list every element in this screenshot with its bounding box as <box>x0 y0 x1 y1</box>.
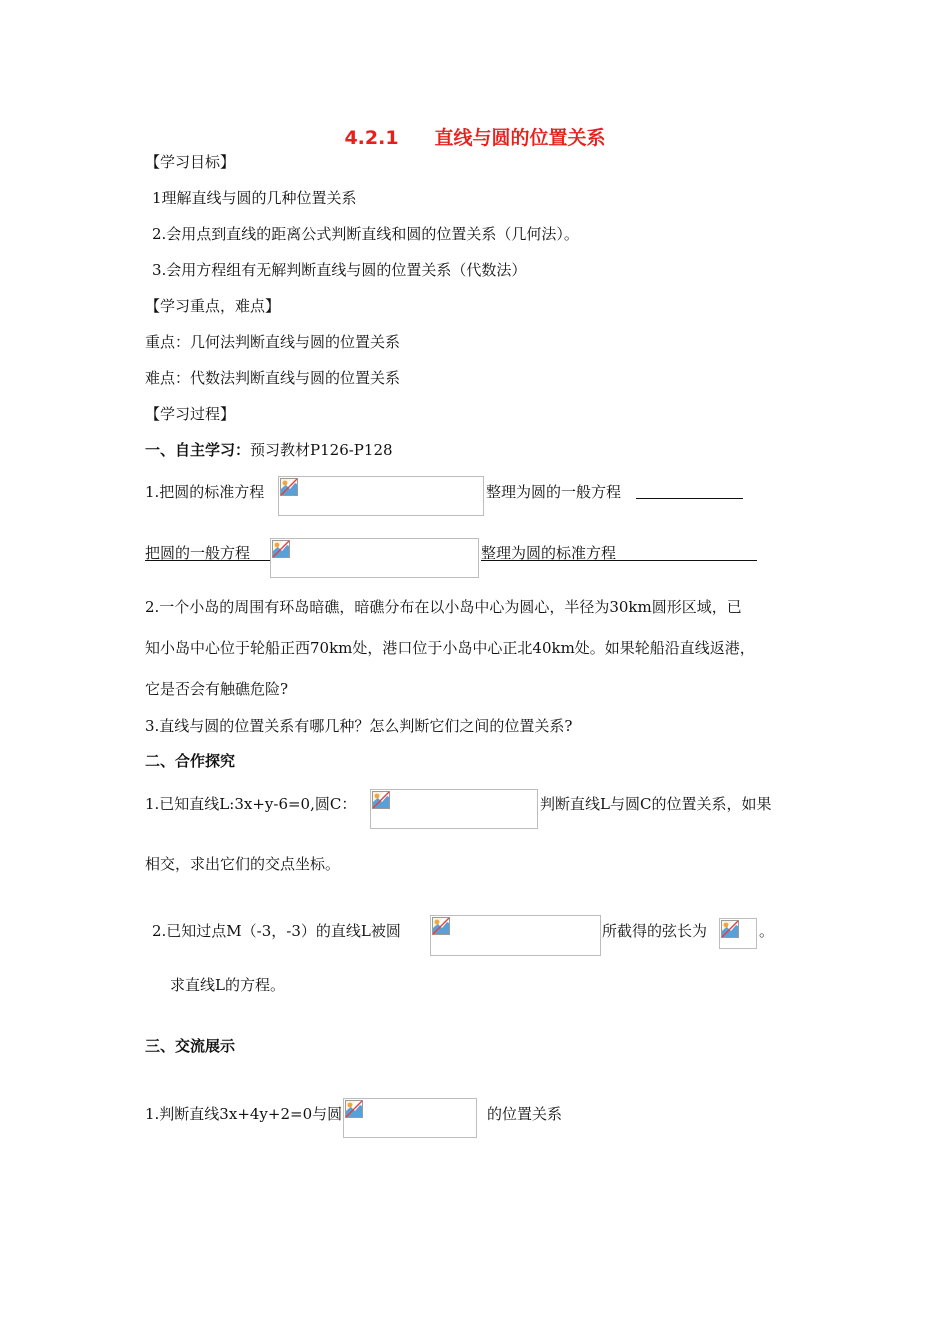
s2-q1-continued: 相交，求出它们的交点坐标。 <box>145 855 341 873</box>
broken-image-icon <box>345 1100 363 1118</box>
answer-blank-2 <box>481 560 757 561</box>
objective-item-2: 2.会用点到直线的距离公式判断直线和圆的位置关系（几何法）。 <box>152 225 579 243</box>
q1a-prefix: 1.把圆的标准方程 <box>145 483 265 501</box>
broken-image-icon <box>272 540 290 558</box>
broken-image-icon <box>721 920 739 938</box>
q2-line-2: 知小岛中心位于轮船正西70km处，港口位于小岛中心正北40km处。如果轮船沿直线返港， <box>145 639 755 657</box>
process-heading: 【学习过程】 <box>145 405 236 423</box>
formula-image-general-equation <box>270 538 479 578</box>
page-title <box>0 126 950 150</box>
s2-q1-prefix: 1.已知直线L:3x+y-6=0,圆C： <box>145 795 357 813</box>
formula-image-circle <box>430 915 601 956</box>
q1a-suffix: 整理为圆的一般方程 <box>486 483 622 501</box>
q3-text: 3.直线与圆的位置关系有哪几种？怎么判断它们之间的位置关系? <box>145 717 573 735</box>
title-text: 直线与圆的位置关系 <box>434 127 606 149</box>
objective-item-3: 3.会用方程组有无解判断直线与圆的位置关系（代数法） <box>152 261 527 279</box>
formula-image-circle-c <box>370 789 538 829</box>
q2-line-1: 2.一个小岛的周围有环岛暗礁，暗礁分布在以小岛中心为圆心，半径为30km圆形区域，已 <box>145 598 742 616</box>
s2-q2-end: 。 <box>759 922 775 940</box>
s2-q1-suffix: 判断直线L与圆C的位置关系，如果 <box>540 795 772 813</box>
q1b-suffix: 整理为圆的标准方程 <box>481 544 617 562</box>
formula-image-circle-2 <box>343 1098 477 1138</box>
section2-heading: 二、合作探究 <box>145 752 236 770</box>
broken-image-icon <box>432 917 450 935</box>
section1-line <box>145 440 393 460</box>
focus-heading: 【学习重点，难点】 <box>145 297 281 315</box>
difficulty-point: 难点：代数法判断直线与圆的位置关系 <box>145 369 401 387</box>
s3-q1-suffix: 的位置关系 <box>487 1105 563 1123</box>
s3-q1-prefix: 1.判断直线3x+4y+2=0与圆 <box>145 1105 343 1123</box>
q2-line-3: 它是否会有触礁危险? <box>145 680 289 698</box>
broken-image-icon <box>280 478 298 496</box>
objective-item-1: 1理解直线与圆的几种位置关系 <box>152 189 357 207</box>
objectives-heading: 【学习目标】 <box>145 153 236 171</box>
section3-heading: 三、交流展示 <box>145 1037 236 1055</box>
underline-q1b <box>145 560 270 561</box>
s2-q2-continued: 求直线L的方程。 <box>170 976 285 994</box>
title-number: 4.2.1 <box>344 127 399 149</box>
formula-image-standard-equation <box>278 476 484 516</box>
answer-blank-1 <box>636 498 743 499</box>
section1-heading: 一、自主学习： <box>145 441 251 459</box>
key-point: 重点：几何法判断直线与圆的位置关系 <box>145 333 401 351</box>
broken-image-icon <box>372 791 390 809</box>
q1b-prefix: 把圆的一般方程 <box>145 544 251 562</box>
s2-q2-prefix: 2.已知过点M（-3，-3）的直线L被圆 <box>152 922 401 940</box>
s2-q2-middle: 所截得的弦长为 <box>602 922 708 940</box>
section1-note: 预习教材P126-P128 <box>250 441 393 459</box>
formula-image-chord-length <box>719 918 757 949</box>
